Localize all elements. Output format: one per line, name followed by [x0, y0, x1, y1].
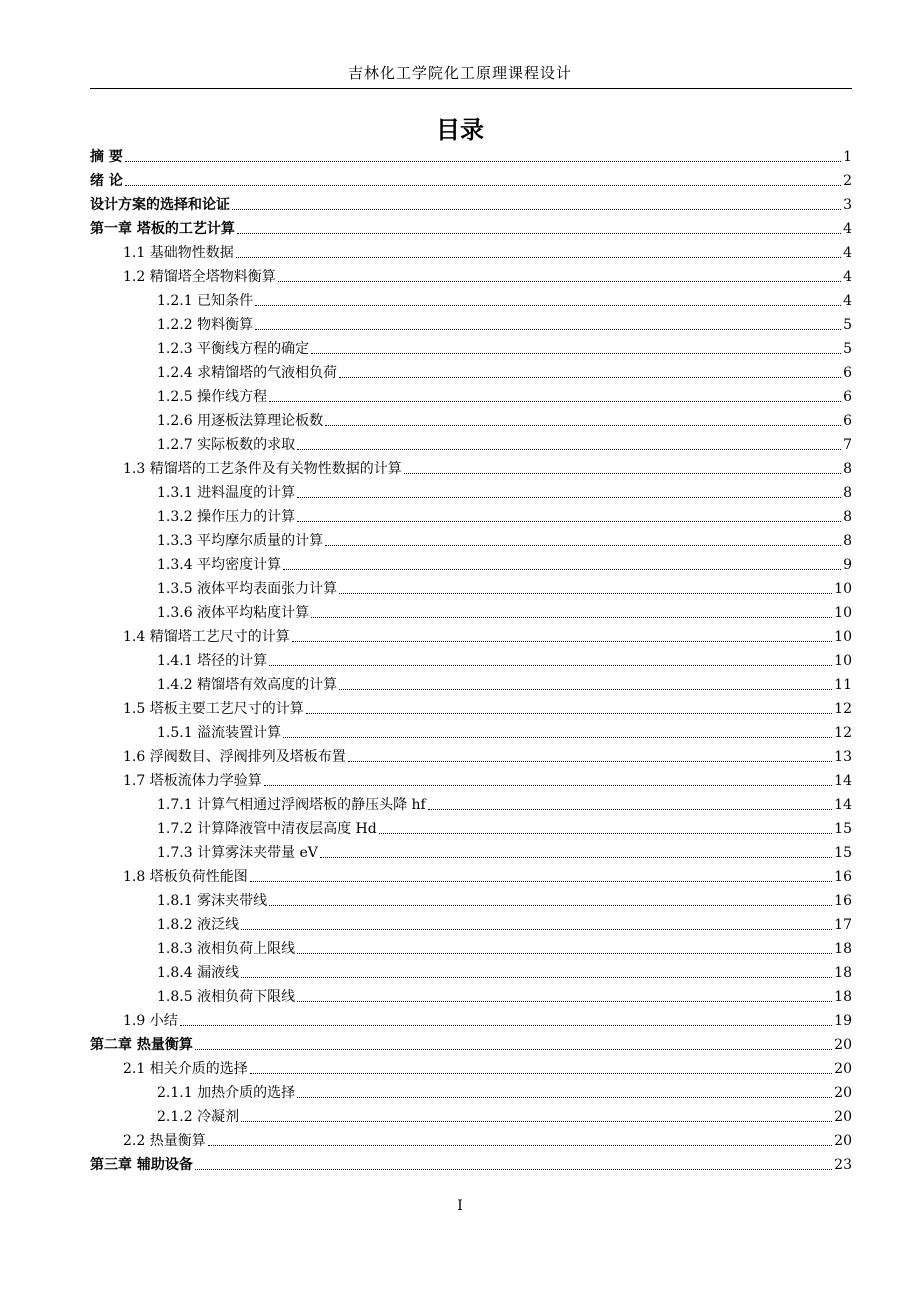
- toc-dot-leader: [339, 689, 832, 690]
- toc-entry-label: 1.2.5 操作线方程: [157, 389, 268, 405]
- toc-entry[interactable]: [90, 790, 852, 814]
- toc-entry-label: 1.5.1 溢流装置计算: [157, 725, 282, 741]
- toc-dot-leader: [297, 1097, 832, 1098]
- toc-entry[interactable]: [90, 1126, 852, 1150]
- toc-entry-label: 1.8.2 液泛线: [157, 917, 240, 933]
- toc-entry[interactable]: [90, 766, 852, 790]
- toc-entry-page: 9: [843, 557, 852, 573]
- toc-entry-page: 10: [834, 605, 852, 621]
- toc-dot-leader: [306, 713, 832, 714]
- toc-entry-label: 1.2.3 平衡线方程的确定: [157, 341, 310, 357]
- toc-entry-label: 2.1.2 冷凝剂: [157, 1109, 240, 1125]
- toc-entry-label: 1.8.5 液相负荷下限线: [157, 989, 296, 1005]
- toc-entry[interactable]: [90, 838, 852, 862]
- toc-dot-leader: [311, 353, 841, 354]
- toc-entry-page: 6: [843, 389, 852, 405]
- toc-dot-leader: [297, 497, 841, 498]
- toc-entry-label: 1.3.2 操作压力的计算: [157, 509, 296, 525]
- toc-entry-label: 1.8 塔板负荷性能图: [123, 869, 248, 885]
- toc-entry-label: 1.6 浮阀数目、浮阀排列及塔板布置: [123, 749, 346, 765]
- toc-entry-page: 20: [834, 1085, 852, 1101]
- toc-entry[interactable]: [90, 262, 852, 286]
- toc-dot-leader: [269, 401, 841, 402]
- toc-entry-page: 16: [834, 893, 852, 909]
- toc-entry-page: 14: [834, 797, 852, 813]
- toc-dot-leader: [241, 929, 832, 930]
- toc-entry-label: 1.2.6 用逐板法算理论板数: [157, 413, 324, 429]
- toc-entry-page: 4: [843, 245, 852, 261]
- toc-entry-page: 10: [834, 629, 852, 645]
- toc-entry[interactable]: [90, 958, 852, 982]
- toc-entry[interactable]: [90, 646, 852, 670]
- toc-entry-label: 第一章 塔板的工艺计算: [90, 221, 235, 237]
- toc-entry-label: 1.2.2 物料衡算: [157, 317, 254, 333]
- toc-entry-label: 1.8.4 漏液线: [157, 965, 240, 981]
- toc-entry-page: 13: [834, 749, 852, 765]
- toc-entry[interactable]: [90, 286, 852, 310]
- toc-dot-leader: [325, 425, 841, 426]
- toc-entry-label: 1.5 塔板主要工艺尺寸的计算: [123, 701, 304, 717]
- toc-entry-page: 14: [834, 773, 852, 789]
- toc-dot-leader: [125, 161, 841, 162]
- toc-entry-page: 6: [843, 413, 852, 429]
- toc-entry[interactable]: [90, 238, 852, 262]
- toc-entry-label: 1.1 基础物性数据: [123, 245, 234, 261]
- toc-dot-leader: [283, 569, 841, 570]
- toc-dot-leader: [208, 1145, 832, 1146]
- toc-dot-leader: [283, 737, 832, 738]
- toc-entry-label: 1.8.1 雾沫夹带线: [157, 893, 268, 909]
- toc-entry[interactable]: [90, 622, 852, 646]
- toc-entry[interactable]: [90, 550, 852, 574]
- toc-dot-leader: [297, 1001, 832, 1002]
- toc-entry[interactable]: [90, 814, 852, 838]
- toc-entry[interactable]: [90, 598, 852, 622]
- toc-dot-leader: [250, 881, 832, 882]
- toc-entry-page: 12: [834, 725, 852, 741]
- toc-entry-label: 摘 要: [90, 149, 123, 165]
- header-rule: [90, 88, 852, 89]
- toc-dot-leader: [269, 905, 832, 906]
- toc-entry[interactable]: [90, 334, 852, 358]
- toc-entry-label: 1.4.2 精馏塔有效高度的计算: [157, 677, 338, 693]
- toc-entry-label: 1.2.1 已知条件: [157, 293, 254, 309]
- toc-entry-label: 1.8.3 液相负荷上限线: [157, 941, 296, 957]
- toc-entry-page: 4: [843, 293, 852, 309]
- toc-entry-page: 4: [843, 221, 852, 237]
- toc-entry-page: 8: [843, 533, 852, 549]
- toc-dot-leader: [348, 761, 832, 762]
- toc-entry-label: 1.3.4 平均密度计算: [157, 557, 282, 573]
- toc-entry[interactable]: [90, 1078, 852, 1102]
- toc-entry[interactable]: [90, 478, 852, 502]
- toc-dot-leader: [292, 641, 832, 642]
- toc-entry-label: 1.2.4 求精馏塔的气液相负荷: [157, 365, 338, 381]
- toc-entry-page: 2: [843, 173, 852, 189]
- toc-entry-page: 20: [834, 1037, 852, 1053]
- page-number: I: [457, 1198, 463, 1214]
- toc-entry[interactable]: [90, 406, 852, 430]
- toc-entry-page: 8: [843, 485, 852, 501]
- toc-dot-leader: [325, 545, 841, 546]
- toc-entry[interactable]: [90, 310, 852, 334]
- toc-dot-leader: [237, 233, 841, 234]
- toc-entry[interactable]: [90, 1150, 852, 1174]
- toc-entry-page: 10: [834, 581, 852, 597]
- toc-dot-leader: [320, 857, 832, 858]
- toc-entry[interactable]: [90, 742, 852, 766]
- toc-dot-leader: [236, 257, 841, 258]
- toc-entry-page: 18: [834, 965, 852, 981]
- toc-dot-leader: [278, 281, 841, 282]
- toc-dot-leader: [297, 521, 841, 522]
- toc-entry-label: 1.3.1 进料温度的计算: [157, 485, 296, 501]
- toc-entry-label: 1.3.3 平均摩尔质量的计算: [157, 533, 324, 549]
- toc-entry-label: 2.2 热量衡算: [123, 1133, 206, 1149]
- toc-dot-leader: [195, 1169, 832, 1170]
- toc-entry-label: 1.9 小结: [123, 1013, 178, 1029]
- toc-entry[interactable]: [90, 1030, 852, 1054]
- toc-entry[interactable]: [90, 454, 852, 478]
- toc-entry-page: 20: [834, 1133, 852, 1149]
- toc-entry-label: 1.3 精馏塔的工艺条件及有关物性数据的计算: [123, 461, 402, 477]
- toc-entry-label: 1.4 精馏塔工艺尺寸的计算: [123, 629, 290, 645]
- toc-entry[interactable]: [90, 862, 852, 886]
- toc-entry-page: 15: [834, 845, 852, 861]
- toc-entry[interactable]: [90, 166, 852, 190]
- toc-dot-leader: [297, 449, 841, 450]
- toc-dot-leader: [180, 1025, 832, 1026]
- toc-entry-page: 15: [834, 821, 852, 837]
- toc-dot-leader: [269, 665, 832, 666]
- toc-dot-leader: [195, 1049, 832, 1050]
- toc-entry-label: 1.3.5 液体平均表面张力计算: [157, 581, 338, 597]
- toc-entry[interactable]: [90, 430, 852, 454]
- toc-entry-label: 设计方案的选择和论证: [90, 197, 230, 213]
- toc-entry[interactable]: [90, 574, 852, 598]
- toc-entry-page: 5: [843, 317, 852, 333]
- toc-dot-leader: [241, 1121, 832, 1122]
- toc-entry-page: 6: [843, 365, 852, 381]
- toc-entry-page: 18: [834, 989, 852, 1005]
- toc-dot-leader: [379, 833, 832, 834]
- page-header: 吉林化工学院化工原理课程设计: [347, 64, 572, 82]
- toc-entry-page: 20: [834, 1109, 852, 1125]
- toc-dot-leader: [311, 617, 832, 618]
- toc-entry-label: 2.1 相关介质的选择: [123, 1061, 248, 1077]
- toc-entry[interactable]: [90, 718, 852, 742]
- toc-entry-label: 第二章 热量衡算: [90, 1037, 193, 1053]
- toc-entry-page: 10: [834, 653, 852, 669]
- toc-entry[interactable]: [90, 358, 852, 382]
- toc-dot-leader: [125, 185, 841, 186]
- toc-dot-leader: [232, 209, 841, 210]
- toc-entry-page: 17: [834, 917, 852, 933]
- toc-entry[interactable]: [90, 382, 852, 406]
- toc-entry-page: 16: [834, 869, 852, 885]
- toc-dot-leader: [428, 809, 832, 810]
- toc-entry[interactable]: [90, 982, 852, 1006]
- toc-entry-page: 8: [843, 509, 852, 525]
- toc-entry-label: 1.4.1 塔径的计算: [157, 653, 268, 669]
- toc-entry[interactable]: [90, 1006, 852, 1030]
- toc-entry-label: 1.7.2 计算降液管中清夜层高度 Hd: [157, 821, 377, 837]
- toc-entry[interactable]: [90, 214, 852, 238]
- toc-entry-page: 12: [834, 701, 852, 717]
- toc-dot-leader: [255, 305, 841, 306]
- toc-entry-label: 1.3.6 液体平均粘度计算: [157, 605, 310, 621]
- toc-entry-label: 2.1.1 加热介质的选择: [157, 1085, 296, 1101]
- toc-entry[interactable]: [90, 670, 852, 694]
- toc-entry[interactable]: [90, 910, 852, 934]
- toc-entry-label: 绪 论: [90, 173, 123, 189]
- toc-dot-leader: [264, 785, 832, 786]
- toc-entry-page: 5: [843, 341, 852, 357]
- toc-entry[interactable]: [90, 694, 852, 718]
- toc-entry[interactable]: [90, 1054, 852, 1078]
- toc-entry[interactable]: [90, 934, 852, 958]
- toc-dot-leader: [255, 329, 841, 330]
- toc-dot-leader: [339, 593, 832, 594]
- toc-entry[interactable]: [90, 502, 852, 526]
- toc-entry-page: 18: [834, 941, 852, 957]
- toc-entry[interactable]: [90, 1102, 852, 1126]
- toc-dot-leader: [241, 977, 832, 978]
- toc-entry[interactable]: [90, 142, 852, 166]
- toc-entry[interactable]: [90, 190, 852, 214]
- toc-entry[interactable]: [90, 526, 852, 550]
- toc-dot-leader: [339, 377, 841, 378]
- toc-entry-page: 7: [843, 437, 852, 453]
- toc-entry-page: 20: [834, 1061, 852, 1077]
- page-title: 目录: [436, 116, 484, 144]
- toc-entry-page: 19: [834, 1013, 852, 1029]
- toc-entry-page: 3: [843, 197, 852, 213]
- toc-entry[interactable]: [90, 886, 852, 910]
- toc-entry-page: 4: [843, 269, 852, 285]
- toc-entry-label: 1.2 精馏塔全塔物料衡算: [123, 269, 276, 285]
- toc-entry-page: 8: [843, 461, 852, 477]
- toc-entry-label: 1.7.1 计算气相通过浮阀塔板的静压头降 hf: [157, 797, 426, 813]
- toc-entry-page: 23: [834, 1157, 852, 1173]
- toc-dot-leader: [404, 473, 841, 474]
- toc-entry-label: 1.2.7 实际板数的求取: [157, 437, 296, 453]
- toc-dot-leader: [297, 953, 832, 954]
- toc-entry-page: 11: [834, 677, 852, 693]
- toc-entry-label: 1.7 塔板流体力学验算: [123, 773, 262, 789]
- toc-entry-label: 1.7.3 计算雾沫夹带量 eV: [157, 845, 318, 861]
- toc-dot-leader: [250, 1073, 832, 1074]
- toc-entry-label: 第三章 辅助设备: [90, 1157, 193, 1173]
- table-of-contents: [90, 142, 852, 1174]
- toc-entry-page: 1: [843, 149, 852, 165]
